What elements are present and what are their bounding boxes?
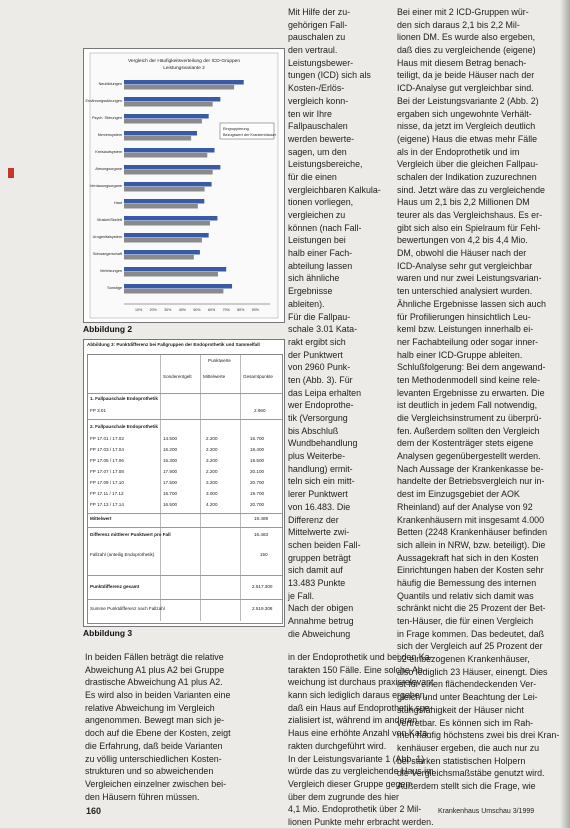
text-line: vergleich konn- <box>288 95 349 106</box>
x-tick-label: 30% <box>164 308 172 312</box>
bar <box>124 250 200 255</box>
bar <box>124 148 215 153</box>
table-cell: 17.500 <box>163 480 178 485</box>
bar-chart-svg <box>84 49 284 322</box>
text-line: vergleichbaren Kalkula- <box>288 184 381 195</box>
mean-label: Mittelwert <box>90 516 112 521</box>
table-cell: 4.200 <box>206 502 218 507</box>
text-line: ten Methodenmodell sind keine rele- <box>397 374 541 385</box>
row-label: FP 3.01 <box>90 408 107 413</box>
text-line: je Fall. <box>288 590 315 601</box>
text-line: Mit Hilfe der zu- <box>288 7 351 17</box>
bar-secondary <box>124 102 213 107</box>
text-line: tarakten 150 Fälle. Eine solche Ab- <box>288 664 426 675</box>
row-label: Urogenitalsystem <box>92 235 122 239</box>
row-label: Muskel/Skelett <box>97 218 122 222</box>
bar <box>124 284 232 289</box>
table-cell: FP 17.07 / 17.08 <box>90 469 124 474</box>
sum-label: Summe Punktdifferenz nach Fallzahl <box>90 606 165 611</box>
text-line: Haus eine erhöhte Anzahl von Kata- <box>288 728 431 739</box>
text-line: (eigene) Haus die etwas mehr Fälle <box>397 133 538 144</box>
table-rule <box>88 575 282 576</box>
text-line: lionen DM. Es wurde also ergeben, <box>397 32 536 43</box>
bar-secondary <box>124 272 218 277</box>
text-line: zu völlig unterschiedlichen Kosten- <box>85 753 222 764</box>
text-column-middle <box>288 6 381 640</box>
text-line: gruppen beträgt <box>288 552 351 563</box>
row-label: Haut <box>113 201 122 205</box>
text-line: Einrichtungen haben der Kosten sehr <box>397 565 544 576</box>
table-cell: FP 17.11 / 17.12 <box>90 491 124 496</box>
x-tick-label: 80% <box>237 308 245 312</box>
margin-mark <box>8 168 14 178</box>
text-line: Außerdem stellt sich die Frage, wie <box>397 780 536 791</box>
text-line: Rheinland) auf der Analyse von 92 <box>397 501 533 512</box>
table-cell: FP 17.05 / 17.06 <box>90 458 124 463</box>
text-line: werden bewerte- <box>288 133 355 144</box>
table-row <box>88 583 282 591</box>
text-line: rakt ergibt sich <box>288 336 346 347</box>
text-line: Differenz der <box>288 514 339 525</box>
text-line: sagen, um den <box>288 146 347 157</box>
table-cell: 20.100 <box>250 469 265 474</box>
text-line: daß dies zu vergleichende (eigene) <box>397 45 536 56</box>
text-line: Nach der obigen <box>288 603 354 614</box>
text-line: halb einer Fach- <box>288 248 353 259</box>
mean-value: 19.489 <box>254 516 269 521</box>
text-line: ner Fachabteilung oder sogar inner- <box>397 336 539 347</box>
text-line: abteilung lassen <box>288 260 353 271</box>
text-line: Haus mit diesem Betrag benach- <box>397 57 527 68</box>
table-cell: FP 17.01 / 17.02 <box>90 436 124 441</box>
row-label: Nervensystem <box>97 133 122 137</box>
page-number: 160 <box>86 806 102 816</box>
text-line: sich ähnliche <box>288 273 340 284</box>
text-line: Vergleichen einzelner zwischen bei- <box>85 778 227 789</box>
text-line: Bei der Leistungsvariante 2 (Abb. 2) <box>397 95 539 106</box>
text-line: Annahme betrug <box>288 616 354 626</box>
text-line: teiligt, da je beide Häuser nach der <box>397 70 535 81</box>
table-cell: 14.500 <box>163 436 178 441</box>
text-line: ten (Abb. 3). Für <box>288 374 353 385</box>
text-line: keml bzw. Leistungen innerhalb ei- <box>397 324 534 335</box>
text-line: Abweichung A1 plus A2 bei Gruppe <box>85 664 225 675</box>
text-line: In beiden Fällen beträgt die relative <box>85 652 224 662</box>
text-line: lerer Punktwert <box>288 489 348 500</box>
table-cell: FP 17.09 / 17.10 <box>90 480 124 485</box>
chart-legend <box>220 123 277 139</box>
text-line: von 2960 Punk- <box>288 362 351 373</box>
text-line: ten wir Ihre <box>288 108 332 119</box>
text-line: gleich und unter Beachtung der Lei- <box>397 692 538 703</box>
text-line: Leistungen bei <box>288 235 346 246</box>
text-line: für Profilierungen hinsichtlich Leu- <box>397 311 531 322</box>
text-line: Analysen gegenübergestellt werden. <box>397 451 541 462</box>
bar <box>124 114 209 119</box>
figure-caption-2: Abbildung 3 <box>83 628 133 638</box>
table-row <box>88 531 282 539</box>
table-cell: 2.200 <box>206 447 218 452</box>
text-line: in der Endoprothetik und bei den Ka- <box>288 652 433 662</box>
bar <box>124 267 226 272</box>
text-line: Mittelwerte zwi- <box>288 527 350 538</box>
text-line: Aussagekraft hat sich in den Kosten <box>397 552 539 563</box>
legend-label-2: Bezugswert der Krankenhäuser <box>223 133 277 137</box>
bar <box>124 165 220 170</box>
text-line: ist für einen flächendeckenden Ver- <box>397 679 537 690</box>
table-row <box>88 501 282 509</box>
bar <box>124 182 212 187</box>
journal-name: Krankenhaus Umschau 3/1999 <box>438 808 535 815</box>
text-line: halb einer ICD-Gruppe ableiten. <box>397 349 523 360</box>
text-line: die Vergleichsinstrument zu überprü- <box>397 413 542 423</box>
text-line: Ähnliche Ergebnisse lassen sich auch <box>397 298 546 309</box>
text-line: Wundbehandlung <box>288 438 358 449</box>
total-value: 2.517.300 <box>252 584 273 589</box>
bar-secondary <box>124 255 194 260</box>
text-line: dest im Einzugsgebiet der AOK <box>397 489 520 500</box>
text-line: handelte der Betriebsvergleich nur in- <box>397 476 545 487</box>
bar-secondary <box>124 238 202 243</box>
figure-caption-1: Abbildung 2 <box>83 324 133 334</box>
table-cell: 20.700 <box>250 480 265 485</box>
bar <box>124 199 204 204</box>
text-line: sich damit auf <box>288 565 343 576</box>
table-rule <box>88 527 282 528</box>
text-line: teln sich ein mitt- <box>288 476 355 487</box>
text-column-bottom-left <box>85 651 290 803</box>
text-line: levanten Ergebnisse zu erwarten. Die <box>397 387 545 398</box>
table-row <box>88 446 282 454</box>
points-table <box>87 354 283 624</box>
text-line: die Erfahrung, daß beide Varianten <box>85 740 223 751</box>
table-cell: 18.500 <box>250 458 265 463</box>
x-tick-label: 90% <box>251 308 260 312</box>
diff-label: Differenz mittlerer Punktwert pro Fall <box>90 532 171 537</box>
text-line: DM, obwohl die Häuser nach der <box>397 248 527 259</box>
chart-title-line1: Vergleich der Häufigkeitsverteilung der ICD-Gruppen <box>128 59 240 64</box>
table-rule <box>88 419 282 420</box>
row-label: Neubildungen <box>98 82 122 86</box>
row-label: Verletzungen <box>99 269 122 273</box>
x-tick-label: 70% <box>222 308 230 312</box>
text-line: 92 einbezogenen Krankenhäuser, <box>397 654 530 665</box>
text-line: den Häusern führen müssen. <box>85 791 200 802</box>
note-label: Fallzahl (anteilig Endoprothetik) <box>90 552 155 557</box>
table-row <box>88 551 282 559</box>
text-line: nisse, da jetzt im Vergleich deutlich <box>397 121 536 132</box>
text-line: bis Abschluß <box>288 425 339 436</box>
text-line: drastische Abweichung A1 plus A2. <box>85 677 223 688</box>
table-cell: 2.200 <box>206 469 218 474</box>
bar-secondary <box>124 153 207 158</box>
text-line: strukturen und so abweichenden <box>85 766 214 777</box>
x-tick-label: 10% <box>134 308 143 312</box>
text-line: Krankenhäusern mit insgesamt 4.000 <box>397 514 545 525</box>
text-line: fen. Außerdem sollten den Vergleich <box>397 425 540 436</box>
row-label: Atmungsorgane <box>95 167 122 171</box>
text-line: Bei einer mit 2 ICD-Gruppen wür- <box>397 7 529 17</box>
text-line: Kosten-/Erlös- <box>288 83 345 94</box>
row-label: Ernährungsstörungen <box>85 99 122 103</box>
table-cell: 3.200 <box>206 458 218 463</box>
text-line: Haus um 2,1 bis 2,2 Millionen DM <box>397 197 530 208</box>
text-line: handlung) ermit- <box>288 463 353 474</box>
text-line: zialisiert ist, während im anderen <box>288 715 418 726</box>
table-row <box>88 479 282 487</box>
bar <box>124 216 217 221</box>
text-line: schränkt nicht die 25 Prozent der Bet- <box>397 603 546 614</box>
text-line: doch auf die Ebene der Kosten, zeigt <box>85 728 231 739</box>
text-line: 13.483 Punkte <box>288 577 346 588</box>
text-line: Leistungsbewer- <box>288 57 354 68</box>
section2-label: 2. Fallpauschale Endoprothetik <box>90 424 158 429</box>
text-column-bottom-middle <box>288 651 434 829</box>
row-label: Kreislaufsystem <box>95 150 122 154</box>
text-line: schale 3.01 Kata- <box>288 324 358 335</box>
legend-label-1: Eingruppierung <box>223 127 249 131</box>
text-line: ableiten). <box>288 298 325 309</box>
total-label: Punktdifferenz gesamt <box>90 584 140 589</box>
text-line: daß ein Haus auf Endoprothetik spe- <box>288 702 433 713</box>
sum-value: 2.519.308 <box>252 606 273 611</box>
text-line: tionen vorliegen, <box>288 197 354 208</box>
note-value: 150 <box>260 552 268 557</box>
text-line: das Leipa erhalten <box>288 387 362 398</box>
text-line: teurer als das Vergleichshaus. Es er- <box>397 210 543 220</box>
table-header-row <box>88 373 282 381</box>
text-line: pauschalen zu <box>288 32 346 43</box>
table-cell: FP 17.03 / 17.04 <box>90 447 124 452</box>
text-line: den sich daraus 2,1 bis 2,2 Mil- <box>397 19 520 30</box>
text-line: ICD-Analyse sehr gut vergleichbar <box>397 260 533 271</box>
text-line: men häufig höchstens zwei bis drei Kran- <box>397 730 560 741</box>
text-line: wer Endoprothe- <box>288 400 354 411</box>
table-rule <box>88 393 282 394</box>
row-label: Verdauungsorgane <box>89 184 122 188</box>
x-tick-label: 50% <box>193 308 201 312</box>
text-line: der Punktwert <box>288 349 343 360</box>
table-row <box>88 605 282 613</box>
header-col2: Mittelwerte <box>203 374 226 379</box>
table-cell: 2.200 <box>206 436 218 441</box>
text-line: Es wird also in beiden Varianten eine <box>85 690 231 701</box>
bar-secondary <box>124 136 191 141</box>
figure-bar-chart <box>83 48 285 323</box>
text-line: Ergebnisse <box>288 286 333 297</box>
text-line: die Abweichung <box>288 628 351 639</box>
text-line: stungsfähigkeit der Häuser nicht <box>397 704 524 715</box>
chart-title-line2: Leistungsvariante 2 <box>163 66 205 71</box>
text-line: in Frage kommen. Das bedeutet, daß <box>397 628 545 639</box>
text-line: Für die Fallpau- <box>288 311 351 322</box>
text-line: kann sich lediglich daraus ergeben, <box>288 690 428 701</box>
text-line: Nach Aussage der Krankenkasse be- <box>397 463 544 474</box>
text-line: ist deutlich in jedem Fall notwendig, <box>397 400 538 411</box>
text-line: ten-Häuser, die für einen Vergleich <box>397 616 534 626</box>
header-group-label: Punktwerte <box>208 358 231 363</box>
bar-secondary <box>124 289 223 294</box>
bar-secondary <box>124 221 210 226</box>
table-section <box>88 423 282 431</box>
text-line: plus Weiterbe- <box>288 451 346 462</box>
text-line: ICD-Analyse gut vergleichbar sind. <box>397 83 534 94</box>
bar-secondary <box>124 187 205 192</box>
text-line: angenommen. Bewegt man sich je- <box>85 715 225 726</box>
text-line: Quantils und relativ sich damit was <box>397 590 534 601</box>
text-line: Schlußfolgerung: Bei dem angewand- <box>397 362 546 373</box>
text-line: Vergleich dieser Gruppe gegen- <box>288 778 414 789</box>
text-line: 4,1 Mio. Endoprothetik über 2 Mil- <box>288 804 422 815</box>
table-cell: 16.700 <box>250 436 265 441</box>
text-line: ergaben sich ungewohnte Verhält- <box>397 108 532 119</box>
table-row <box>88 435 282 443</box>
section1-label: 1. Fallpauschale Endoprothetik <box>90 396 158 401</box>
x-tick-label: 20% <box>149 308 157 312</box>
bar <box>124 97 220 102</box>
table-row <box>88 468 282 476</box>
table-cell: 16.200 <box>163 447 178 452</box>
bar <box>124 80 244 85</box>
table-section <box>88 395 282 403</box>
text-line: lionen Punkte mehr erbracht werden. <box>288 816 434 827</box>
table-cell: 16.500 <box>163 502 178 507</box>
text-line: tik (Versorgung <box>288 413 348 423</box>
table-rule <box>88 599 282 600</box>
table-row <box>88 457 282 465</box>
text-line: sich der Vergleich auf 25 Prozent der <box>397 641 543 652</box>
text-line: für die einen <box>288 171 337 182</box>
text-line: weichung ist durchaus praxisrelevant <box>288 677 434 688</box>
text-line: In der Leistungsvariante 1 (Abb. 1) <box>288 753 425 764</box>
text-line: Betten (2248 Krankenhäuser befinden <box>397 527 547 538</box>
text-line: vergleichen zu <box>288 210 346 220</box>
header-col3: Gesamtpunkte <box>243 374 273 379</box>
text-line: sind. Jetzt wäre das zu vergleichende <box>397 184 545 195</box>
table-row <box>88 407 282 415</box>
row-label: Schwangerschaft <box>92 252 122 256</box>
text-line: tungen (ICD) sich als <box>288 70 371 81</box>
text-line: bei starken statistischen Holpern <box>397 755 526 766</box>
table-row <box>88 515 282 523</box>
text-line: können (nach Fall- <box>288 222 362 233</box>
x-axis-ticks <box>135 308 260 312</box>
text-line: von 16.483. Die <box>288 501 351 512</box>
text-line: Leistungsbereiche, <box>288 159 363 170</box>
text-line: über dem zugrunde des hier <box>288 791 400 802</box>
bar-secondary <box>124 170 213 175</box>
text-line: den vertraul. <box>288 45 338 56</box>
text-line: also lediglich 23 Häuser, einengt. Dies <box>397 666 548 677</box>
text-line: relative Abweichung im Vergleich <box>85 702 215 713</box>
bar-secondary <box>124 204 198 209</box>
text-line: waren und nur zwei Leistungsvarian- <box>397 273 542 284</box>
text-line: gibt sich also ein Spielraum für Fehl- <box>397 222 541 233</box>
bar <box>124 131 197 136</box>
text-line: vertretbar. Es können sich im Rah- <box>397 717 534 728</box>
points-table-figure <box>83 339 285 627</box>
table-cell: 3.200 <box>206 480 218 485</box>
x-tick-label: 60% <box>207 308 216 312</box>
text-line: schalen der Indikation zuzurechnen <box>397 171 537 182</box>
text-line: als in der Endoprothetik und im <box>397 146 520 157</box>
text-line: rakten durchgeführt wird. <box>288 740 387 751</box>
row-total: 2.960 <box>254 408 266 413</box>
text-line: würde das zu vergleichende Haus im <box>288 766 434 777</box>
bar-secondary <box>124 85 234 90</box>
text-line: Vergleich über die gleichen Fallpau- <box>397 159 539 170</box>
text-line: kenhäuser ergeben, die auch nur zu <box>397 742 540 753</box>
text-line: ten unterschied analysiert wurden. <box>397 286 533 297</box>
x-tick-label: 40% <box>178 308 187 312</box>
row-label: Sonstige <box>107 286 122 290</box>
table-cell: 16.700 <box>163 491 178 496</box>
text-line: häufig die Bemessung des internen <box>397 577 537 588</box>
table-row <box>88 490 282 498</box>
text-line: Fallpauschalen <box>288 121 348 132</box>
text-line: gehörigen Fall- <box>288 19 348 30</box>
text-line: die Vergleichsmaßstäbe genutzt wird. <box>397 768 545 779</box>
text-line: bewertungen von 4,2 bis 4,4 Mio. <box>397 235 528 246</box>
text-line: schen beiden Fall- <box>288 539 361 550</box>
bar-secondary <box>124 119 202 124</box>
table-cell: FP 17.13 / 17.14 <box>90 502 124 507</box>
header-col1: Sonderentgelt <box>163 374 192 379</box>
table-cell: 3.000 <box>206 491 218 496</box>
table-cell: 17.900 <box>163 469 178 474</box>
table-rule <box>88 513 282 514</box>
row-label: Psych. Störungen <box>92 116 122 120</box>
diff-value: 16.483 <box>254 532 269 537</box>
table-cell: 19.700 <box>250 491 265 496</box>
table-cell: 18.400 <box>250 447 265 452</box>
table-cell: 15.300 <box>163 458 178 463</box>
text-line: dem der Kostenträger stets eigene <box>397 438 534 449</box>
table-header-group <box>88 357 282 365</box>
text-line: sich allein in NRW, bzw. beteiligt). Die <box>397 539 546 550</box>
table-cell: 20.700 <box>250 502 265 507</box>
table-title: Abbildung 3: Punktdifferenz bei Fallgruppen der Endoprothetik und Sammelfall <box>87 342 260 347</box>
bar <box>124 233 209 238</box>
